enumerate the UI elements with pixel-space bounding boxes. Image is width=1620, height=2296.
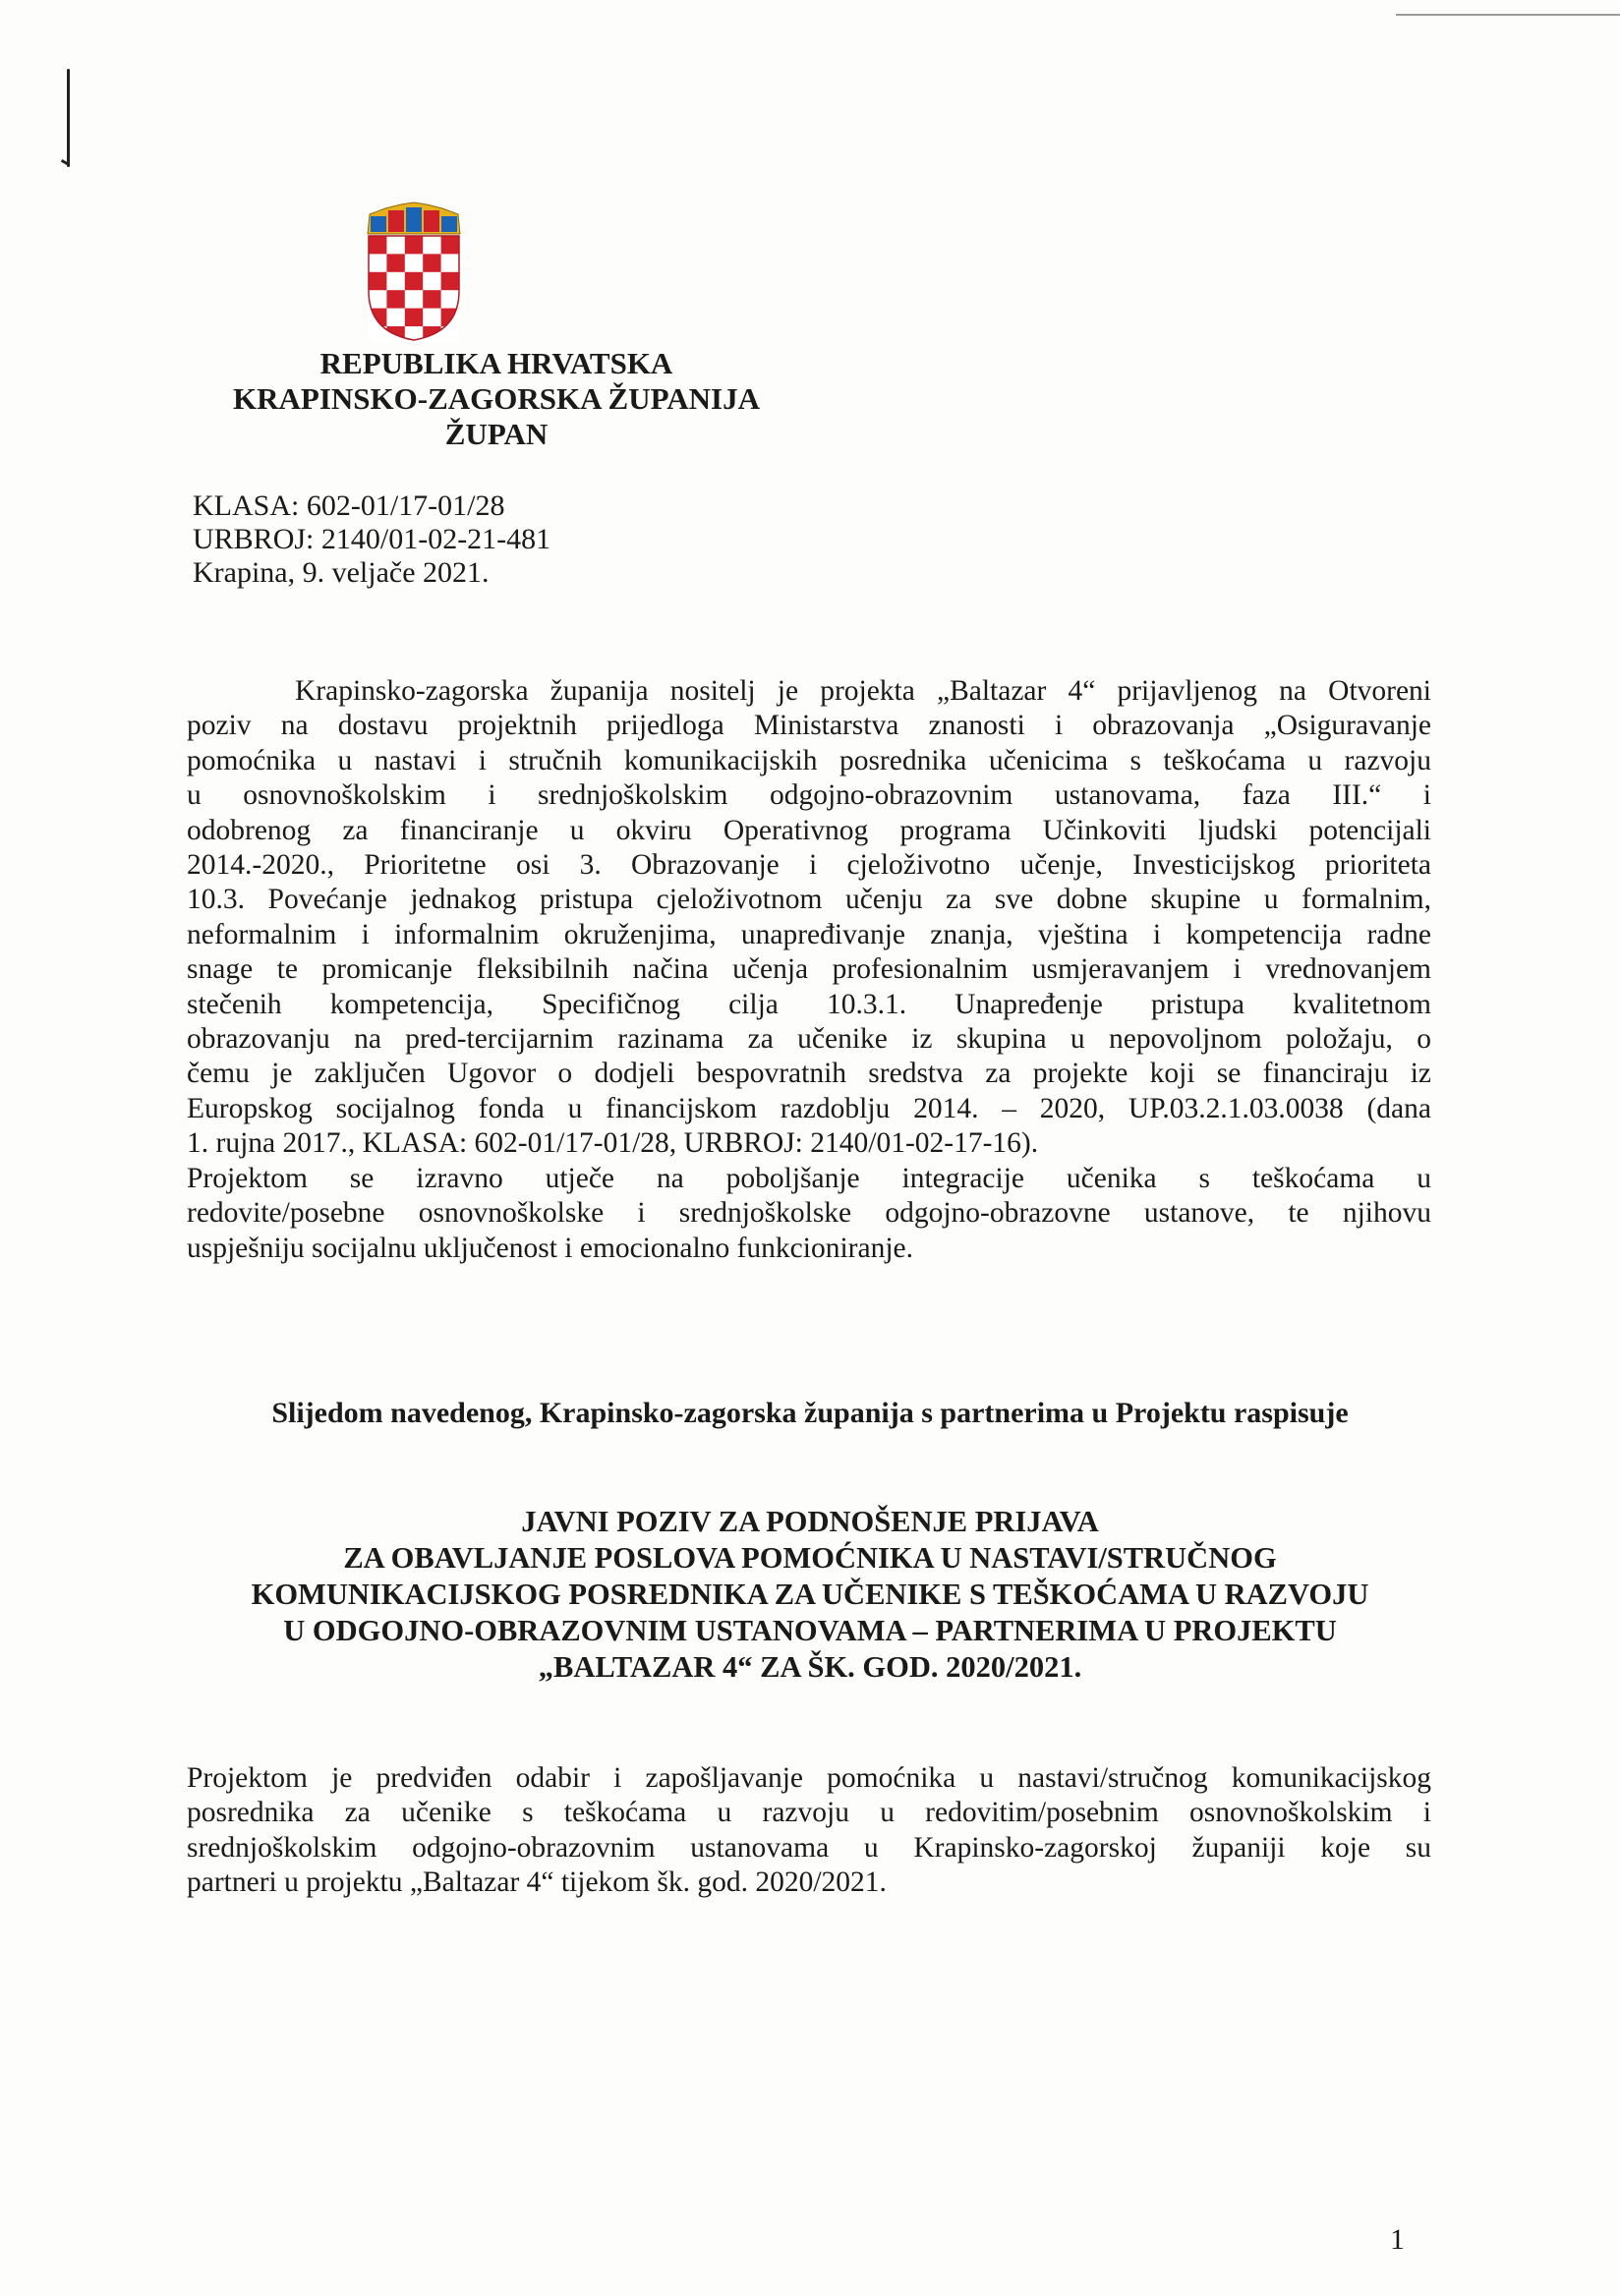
paragraph-line: 1. rujna 2017., KLASA: 602-01/17-01/28, URBROJ: 2140/01-02-17-16).	[187, 1127, 1039, 1160]
checkerboard-shield	[369, 236, 459, 342]
title-line: „BALTAZAR 4“ ZA ŠK. GOD. 2020/2021.	[538, 1650, 1082, 1684]
paragraph-line: pomoćnika u nastavi i stručnih komunikacijskih posrednika učenicima s teškoćama u razvoju	[187, 744, 1431, 776]
checker-square	[423, 254, 440, 271]
paragraph-line: Krapinsko-zagorska županija nositelj je projekta „Baltazar 4“ prijavljenog na Otvoreni	[295, 675, 1431, 707]
paragraph-line: 2014.-2020., Prioritetne osi 3. Obrazovanje i cjeloživotno učenje, Investicijskog prioriteta	[187, 849, 1431, 882]
project-paragraph	[187, 1162, 1431, 1266]
paragraph-line: stečenih kompetencija, Specifičnog cilja 10.3.1. Unapređenje pristupa kvalitetnom	[187, 988, 1431, 1020]
checker-square	[405, 309, 423, 326]
page-number: 1	[1390, 2223, 1405, 2256]
intro-paragraph	[187, 674, 1431, 1162]
urbroj-reference: URBROJ: 2140/01-02-21-481	[193, 523, 551, 555]
paragraph-line: odobrenog za financiranje u okviru Operativnog programa Učinkoviti ljudski potencijali	[187, 814, 1431, 846]
scan-edge-rule	[1396, 14, 1620, 16]
margin-pen-mark	[67, 69, 70, 167]
paragraph-line: u osnovnoškolskim i srednjoškolskim odgojno-obrazovnim ustanovama, faza III.“ i	[187, 779, 1431, 812]
paragraph-line: obrazovanju na pred-tercijarnim razinama za učenike iz skupina u nepovoljnom položaju, o	[187, 1023, 1431, 1056]
selection-paragraph	[187, 1761, 1431, 1901]
paragraph-line: Projektom je predviđen odabir i zapošljavanje pomoćnika u nastavi/stručnog komunikacijskog	[187, 1762, 1431, 1794]
checker-square	[405, 236, 423, 254]
paragraph-line: snage te promicanje fleksibilnih načina učenja profesionalnim usmjeravanjem i vrednovanjem	[187, 953, 1431, 986]
crown-icon	[368, 202, 460, 234]
title-line: JAVNI POZIV ZA PODNOŠENJE PRIJAVA	[521, 1505, 1099, 1538]
checker-square	[423, 290, 440, 308]
paragraph-line: Projektom se izravno utječe na poboljšanje integracije učenika s teškoćama u	[187, 1163, 1431, 1194]
paragraph-line: posrednika za učenike s teškoćama u razvoju u redovitim/posebnim osnovnoškolskim i	[187, 1797, 1431, 1829]
title-line: ZA OBAVLJANJE POSLOVA POMOĆNIKA U NASTAVI/STRUČNOG	[343, 1541, 1277, 1575]
checker-square	[369, 272, 386, 290]
klasa-reference: KLASA: 602-01/17-01/28	[193, 489, 505, 522]
title-line: KOMUNIKACIJSKOG POSREDNIKA ZA UČENIKE S TEŠKOĆAMA U RAZVOJU	[251, 1578, 1369, 1611]
letterhead	[192, 346, 801, 452]
croatian-coat-of-arms-icon	[356, 195, 472, 342]
title-line: U ODGOJNO-OBRAZOVNIM USTANOVAMA – PARTNERIMA U PROJEKTU	[283, 1614, 1337, 1647]
reference-block	[193, 489, 550, 590]
paragraph-line: čemu je zaključen Ugovor o dodjeli bespovratnih sredstva za projekte koji se financiraju iz	[187, 1058, 1431, 1090]
checker-square	[386, 254, 404, 271]
paragraph-line: partneri u projektu „Baltazar 4“ tijekom šk. god. 2020/2021.	[187, 1866, 887, 1899]
checker-square	[405, 272, 423, 290]
paragraph-line: Europskog socijalnog fonda u financijskom razdoblju 2014. – 2020, UP.03.2.1.03.0038 (dana	[187, 1092, 1431, 1124]
letterhead-county: KRAPINSKO-ZAGORSKA ŽUPANIJA	[233, 381, 760, 416]
paragraph-line: redovite/posebne osnovnoškolske i srednjoškolske odgojno-obrazovne ustanove, te njihovu	[187, 1197, 1431, 1230]
checker-square	[386, 290, 404, 308]
paragraph-line: srednjoškolskim odgojno-obrazovnim ustanovama u Krapinsko-zagorskoj županiji koje su	[187, 1831, 1431, 1864]
paragraph-line: poziv na dostavu projektnih prijedloga Ministarstva znanosti i obrazovanja „Osiguravanje	[187, 710, 1431, 742]
checker-square	[441, 236, 459, 254]
checker-square	[441, 272, 459, 290]
place-date: Krapina, 9. veljače 2021.	[193, 556, 490, 589]
checker-square	[369, 236, 386, 254]
paragraph-line: uspješniju socijalnu uključenost i emocionalno funkcioniranje.	[187, 1232, 913, 1264]
public-call-title	[0, 1504, 1620, 1686]
letterhead-office: ŽUPAN	[444, 417, 549, 451]
paragraph-line: 10.3. Povećanje jednakog pristupa cjeloživotnom učenju za sve dobne skupine u formalnim,	[187, 884, 1431, 916]
paragraph-line: neformalnim i informalnim okruženjima, unapređivanje znanja, vještina i kompetencija radne	[187, 918, 1431, 950]
lead-in-sentence: Slijedom navedenog, Krapinsko-zagorska županija s partnerima u Projektu raspisuje	[271, 1397, 1349, 1429]
letterhead-country: REPUBLIKA HRVATSKA	[319, 346, 673, 380]
